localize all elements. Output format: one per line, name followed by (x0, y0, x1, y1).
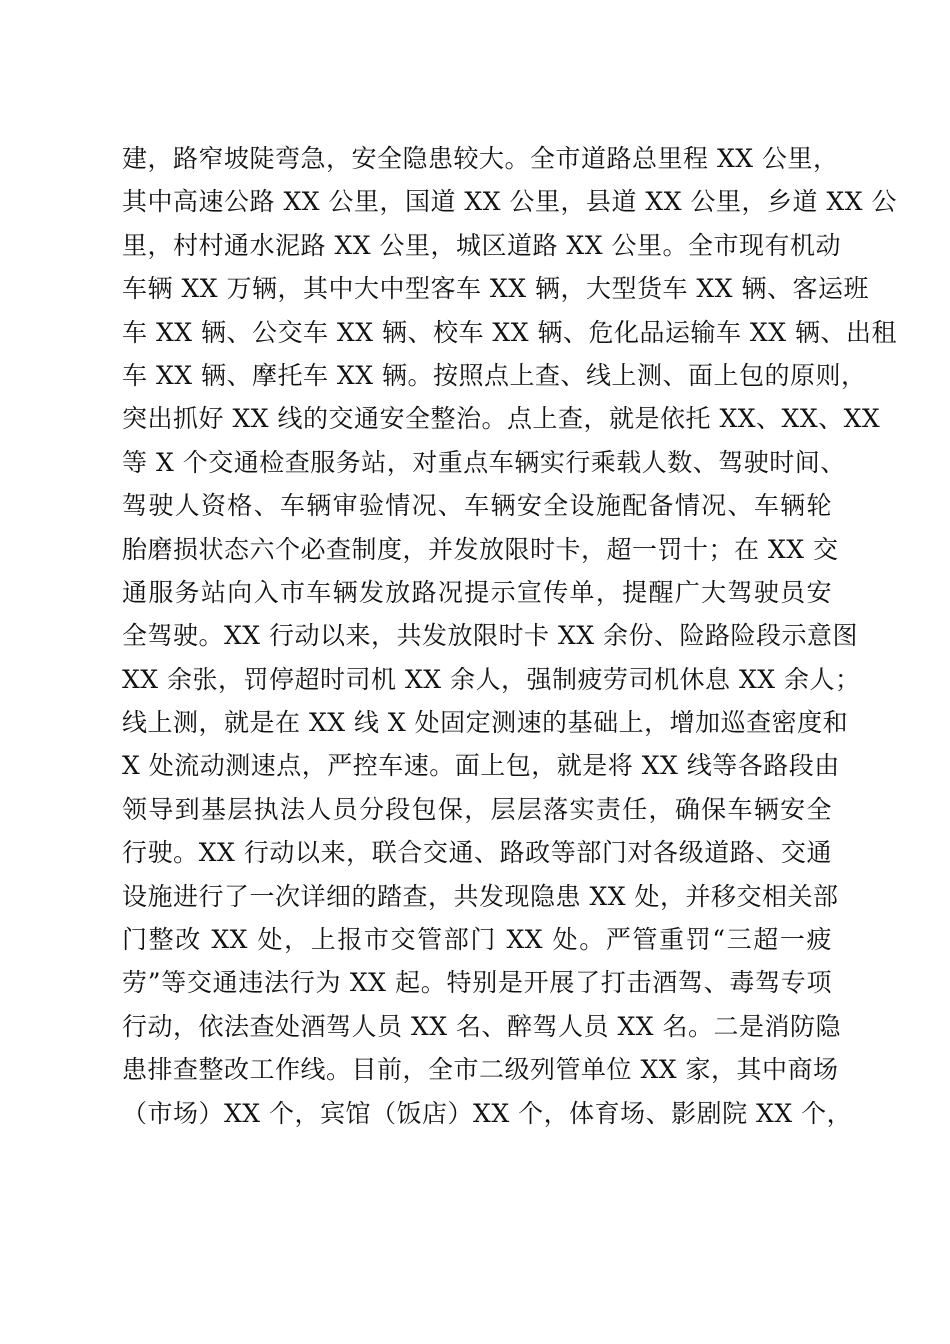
text-line: 建，路窄坡陡弯急，安全隐患较大。全市道路总里程 XX 公里， (122, 144, 839, 173)
text-line: 门整改 XX 处，上报市交管部门 XX 处。严管重罚“三超一疲 (122, 925, 832, 955)
text-line: 胎磨损状态六个必查制度，并发放限时卡，超一罚十；在 XX 交 (122, 534, 839, 564)
text-line: 通服务站向入市车辆发放路况提示宣传单，提醒广大驾驶员安 (122, 577, 832, 607)
text-line: 车 XX 辆、摩托车 XX 辆。按照点上查、线上测、面上包的原则， (122, 360, 867, 390)
text-line: 车 XX 辆、公交车 XX 辆、校车 XX 辆、危化品运输车 XX 辆、出租 (122, 317, 897, 347)
text-line: 设施进行了一次详细的踏查，共发现隐患 XX 处，并移交相关部 (122, 881, 839, 911)
text-line: 劳”等交通违法行为 XX 起。特别是开展了打击酒驾、毒驾专项 (122, 968, 832, 998)
text-line: XX 余张，罚停超时司机 XX 余人，强制疲劳司机休息 XX 余人； (122, 664, 861, 694)
text-line: 全驾驶。XX 行动以来，共发放限时卡 XX 余份、险路险段示意图 (122, 621, 859, 651)
text-line: 车辆 XX 万辆，其中大中型客车 XX 辆，大型货车 XX 辆、客运班 (122, 274, 869, 304)
text-line: 行动，依法查处酒驾人员 XX 名、醉驾人员 XX 名。二是消防隐 (122, 1011, 841, 1041)
text-line: 其中高速公路 XX 公里，国道 XX 公里，县道 XX 公里，乡道 XX 公 (122, 187, 897, 217)
text-line: X 处流动测速点，严控车速。面上包，就是将 XX 线等各路段由 (122, 751, 840, 781)
text-line: （市场）XX 个，宾馆（饭店）XX 个，体育场、影剧院 XX 个， (122, 1098, 853, 1128)
text-line: 行驶。XX 行动以来，联合交通、路政等部门对各级道路、交通 (122, 838, 832, 868)
body-text (122, 137, 897, 1135)
text-line: 患排查整改工作线。目前，全市二级列管单位 XX 家，其中商场 (122, 1055, 839, 1085)
text-line: 突出抓好 XX 线的交通安全整治。点上查，就是依托 XX、XX、XX (122, 404, 881, 434)
text-line: 驾驶人资格、车辆审验情况、车辆安全设施配备情况、车辆轮 (122, 491, 832, 521)
text-line: 等 X 个交通检查服务站，对重点车辆实行乘载人数、驾驶时间、 (122, 447, 846, 477)
text-line: 线上测，就是在 XX 线 X 处固定测速的基础上，增加巡查密度和 (122, 708, 849, 738)
text-line: 领导到基层执法人员分段包保，层层落实责任，确保车辆安全 (122, 794, 832, 824)
text-line: 里，村村通水泥路 XX 公里，城区道路 XX 公里。全市现有机动 (122, 230, 841, 260)
